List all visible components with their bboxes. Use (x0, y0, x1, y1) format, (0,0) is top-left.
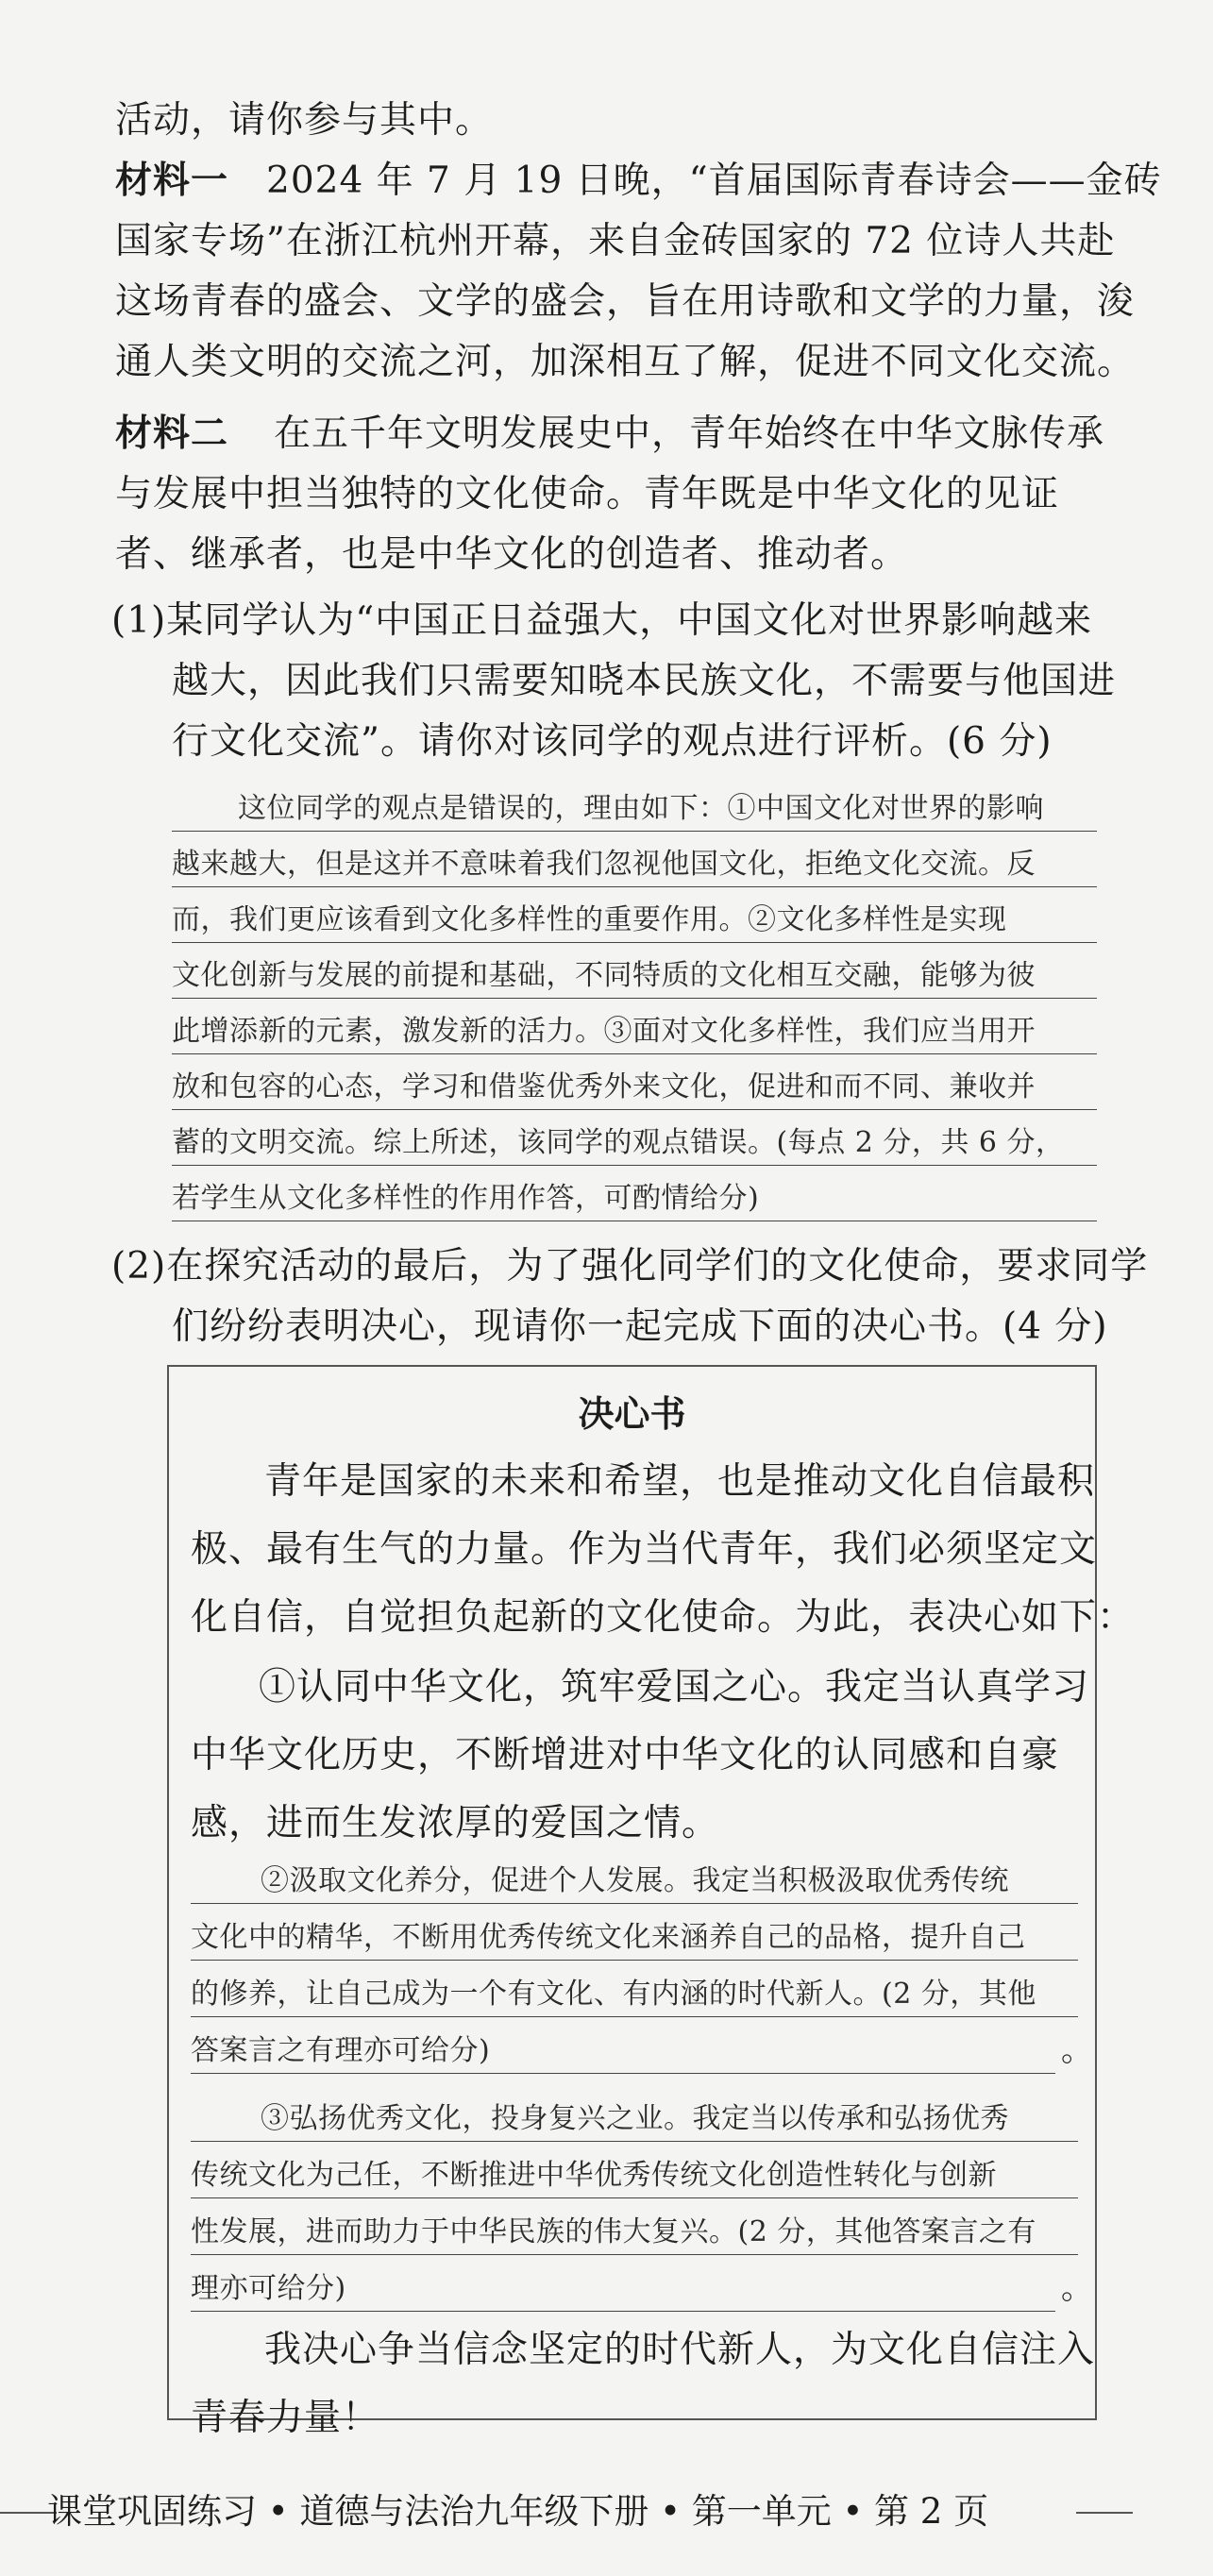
question-1: (1)某同学认为“中国正日益强大，中国文化对世界影响越来 (111, 599, 1093, 642)
answer-1-line: 越来越大，但是这并不意味着我们忽视他国文化，拒绝文化交流。反 (172, 843, 1097, 887)
resolution-text: ①认同中华文化，筑牢爱国之心。我定当认真学习 (259, 1666, 1090, 1709)
answer-1-line: 而，我们更应该看到文化多样性的重要作用。②文化多样性是实现 (172, 899, 1097, 943)
answer-2-line: ②汲取文化养分，促进个人发展。我定当积极汲取优秀传统 (191, 1860, 1078, 1904)
resolution-text: 中华文化历史，不断增进对中华文化的认同感和自豪 (191, 1734, 1060, 1776)
material-one-text: 通人类文明的交流之河，加深相互了解，促进不同文化交流。 (115, 341, 1136, 383)
footer-rule-right (1076, 2512, 1133, 2514)
resolution-closing: 青春力量！ (191, 2397, 380, 2439)
resolution-text: 极、最有生气的力量。作为当代青年，我们必须坚定文 (191, 1528, 1098, 1571)
answer-2-line: 的修养，让自己成为一个有文化、有内涵的时代新人。(2 分，其他 (191, 1973, 1078, 2017)
intro-line: 活动，请你参与其中。 (115, 99, 494, 142)
answer-3-period: 。 (1061, 2269, 1094, 2307)
resolution-closing: 我决心争当信念坚定的时代新人，为文化自信注入 (264, 2329, 1096, 2371)
material-two-label: 材料二 (115, 412, 229, 455)
question-1: 行文化交流”。请你对该同学的观点进行评析。(6 分) (172, 720, 1053, 763)
resolution-text: 青年是国家的未来和希望，也是推动文化自信最积 (264, 1460, 1096, 1503)
answer-1-line: 文化创新与发展的前提和基础，不同特质的文化相互交融，能够为彼 (172, 954, 1097, 999)
answer-3-line: 传统文化为己任，不断推进中华优秀传统文化创造性转化与创新 (191, 2154, 1078, 2198)
resolution-text: 化自信，自觉担负起新的文化使命。为此，表决心如下： (191, 1596, 1136, 1639)
answer-3-line: 理亦可给分) (191, 2267, 1055, 2312)
answer-1-line: 这位同学的观点是错误的，理由如下：①中国文化对世界的影响 (172, 787, 1097, 832)
answer-1-line: 蓄的文明交流。综上所述，该同学的观点错误。(每点 2 分，共 6 分， (172, 1121, 1097, 1166)
question-2: 们纷纷表明决心，现请你一起完成下面的决心书。(4 分) (172, 1305, 1108, 1348)
answer-3-line: 性发展，进而助力于中华民族的伟大复兴。(2 分，其他答案言之有 (191, 2211, 1078, 2255)
resolution-text: 感，进而生发浓厚的爱国之情。 (191, 1802, 720, 1844)
answer-1-line: 放和包容的心态，学习和借鉴优秀外来文化，促进和而不同、兼收并 (172, 1066, 1097, 1110)
material-one-text: 这场青春的盛会、文学的盛会，旨在用诗歌和文学的力量，浚 (115, 280, 1136, 323)
answer-1-line: 此增添新的元素，激发新的活力。③面对文化多样性，我们应当用开 (172, 1010, 1097, 1054)
footer-text: 课堂巩固练习 • 道德与法治九年级下册 • 第一单元 • 第 2 页 (47, 2491, 989, 2532)
answer-2-line: 文化中的精华，不断用优秀传统文化来涵养自己的品格，提升自己 (191, 1916, 1078, 1961)
resolution-title: 决心书 (578, 1393, 686, 1435)
material-two-text: 者、继承者，也是中华文化的创造者、推动者。 (115, 533, 909, 576)
answer-1-line: 若学生从文化多样性的作用作答，可酌情给分) (172, 1177, 1097, 1221)
question-1: 越大，因此我们只需要知晓本民族文化，不需要与他国进 (172, 660, 1117, 702)
material-one-label: 材料一 (115, 160, 229, 202)
page-footer (0, 2470, 1213, 2555)
material-one-text: 2024 年 7 月 19 日晚，“首届国际青春诗会——金砖 (266, 160, 1162, 202)
answer-3-line: ③弘扬优秀文化，投身复兴之业。我定当以传承和弘扬优秀 (191, 2097, 1078, 2142)
question-2: (2)在探究活动的最后，为了强化同学们的文化使命，要求同学 (111, 1245, 1149, 1288)
answer-2-line: 答案言之有理亦可给分) (191, 2029, 1055, 2074)
answer-2-period: 。 (1061, 2031, 1094, 2069)
material-one-text: 国家专场”在浙江杭州开幕，来自金砖国家的 72 位诗人共赴 (115, 220, 1116, 262)
material-two-text: 在五千年文明发展史中，青年始终在中华文脉传承 (274, 412, 1105, 455)
material-two-text: 与发展中担当独特的文化使命。青年既是中华文化的见证 (115, 473, 1060, 515)
